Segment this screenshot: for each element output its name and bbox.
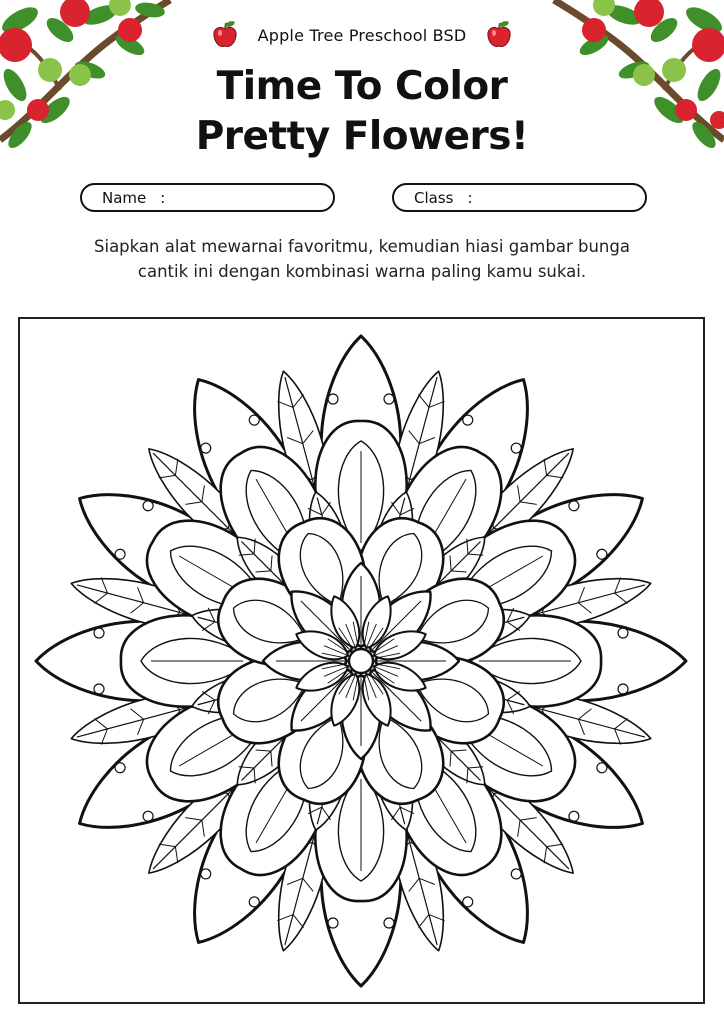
coloring-frame [18, 317, 705, 1004]
school-header [0, 20, 724, 50]
title-line-1: Time To Color [216, 64, 508, 109]
school-name: Apple Tree Preschool BSD [257, 25, 467, 45]
instructions-line-2: cantik ini dengan kombinasi warna paling kamu sukai. [137, 262, 587, 281]
apple-icon [210, 20, 240, 50]
page-title [0, 62, 724, 162]
mandala-flower-illustration [20, 319, 703, 1002]
instructions-line-1: Siapkan alat mewarnai favoritmu, kemudian hiasi gambar bunga [94, 237, 630, 256]
class-label: Class [414, 188, 454, 207]
name-separator: : [160, 188, 166, 207]
instructions [60, 234, 664, 284]
class-separator: : [467, 188, 473, 207]
title-line-2: Pretty Flowers! [195, 114, 529, 159]
name-label: Name [102, 188, 147, 207]
name-field[interactable] [80, 183, 335, 212]
apple-icon [484, 20, 514, 50]
mandala-center-circle [349, 649, 373, 673]
class-field[interactable] [392, 183, 647, 212]
